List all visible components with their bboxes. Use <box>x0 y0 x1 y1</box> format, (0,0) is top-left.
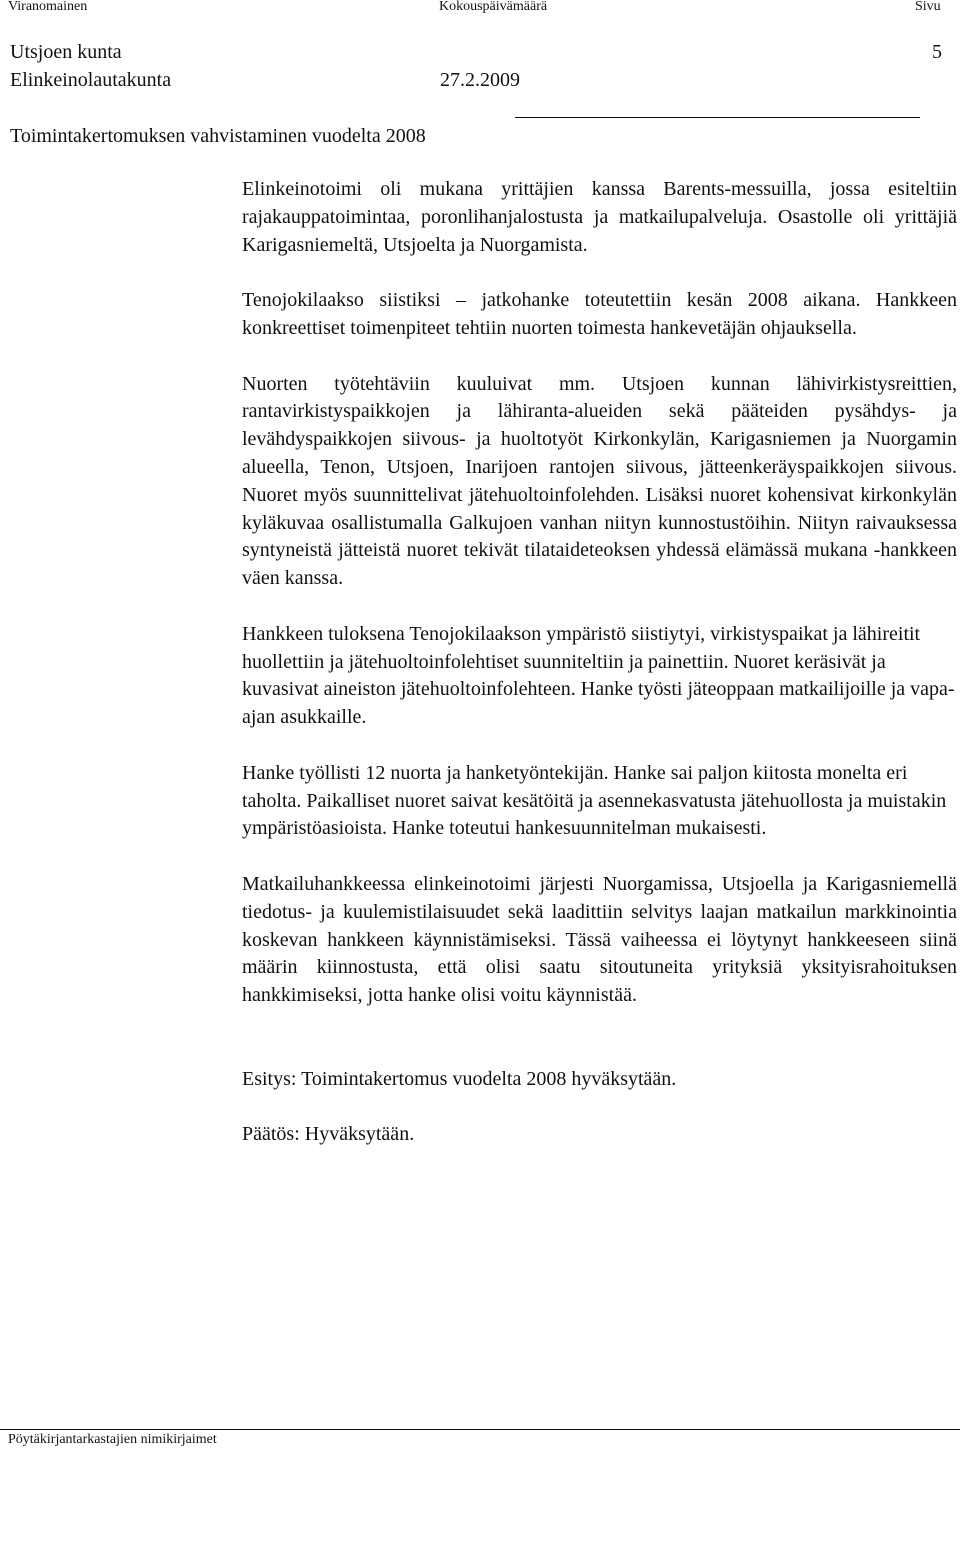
paragraph-employment: Hanke työllisti 12 nuorta ja hanketyöntekijän. Hanke sai paljon kiitosta monelta eri taholta. Paikalliset nuoret saivat kesätöitä ja asennekasvatusta jätehuollosta ja muistakin ympäristöasioista. Hanke toteutui hankesuunnitelman mukaisesti. <box>242 761 947 840</box>
paragraph-project-results: Hankkeen tuloksena Tenojokilaakson ympäristö siistiytyi, virkistyspaikat ja lähireitit huollettiin ja jätehuoltoinfolehtiset suunniteltiin ja painettiin. Nuoret keräsivät ja kuvasivat aineiston jätehuoltoinfolehteen. Hanke työsti jäteoppaan matkailijoille ja vapa-ajan asukkaille. <box>242 622 955 729</box>
organization-name: Utsjoen kunta <box>10 41 122 63</box>
paragraph-youth-tasks: Nuorten työtehtäviin kuuluivat mm. Utsjoen kunnan lähivirkistysreittien, rantavirkistyspaikkojen ja lähiranta-alueiden sekä pääteiden pysähdys- ja levähdyspaikkojen siivous- ja huoltotyöt Kirkonkylän, Karigasniemen ja Nuorgamin alueella, Tenon, Utsjoen, Inarijoen rantojen siivous, jätteenkeräyspaikkojen siivous. Nuoret myös suunnittelivat jätehuoltoinfolehden. Lisäksi nuoret kohensivat kirkonkylän kyläkuvaa osallistumalla Galkujoen vanhan niityn kunnostustöihin. Niityn raivauksessa syntyneistä jätteistä nuoret tekivät tilataideteoksen yhdessä elämässä mukana -hankkeen väen kanssa. <box>242 372 957 590</box>
footer-divider <box>0 1429 960 1430</box>
board-name: Elinkeinolautakunta <box>10 69 172 91</box>
proposal-text: Esitys: Toimintakertomus vuodelta 2008 hyväksytään. <box>242 1067 677 1090</box>
paragraph-tourism-project: Matkailuhankkeessa elinkeinotoimi järjesti Nuorgamissa, Utsjoella ja Karigasniemellä tiedotus- ja kuulemistilaisuudet sekä laadittiin selvitys laajan matkailun markkinointia koskevan hankkeen käynnistämiseksi. Tässä vaiheessa ei löytynyt hankkeeseen siinä määrin kiinnostusta, että olisi saatu sitoutuneita yrityksiä yksityisrahoituksen hankkimiseksi, jotta hanke olisi voitu käynnistää. <box>242 872 957 1007</box>
title-divider <box>515 117 920 118</box>
decision-text: Päätös: Hyväksytään. <box>242 1123 415 1146</box>
document-title: Toimintakertomuksen vahvistaminen vuodelta 2008 <box>10 125 426 147</box>
paragraph-barents-fair: Elinkeinotoimi oli mukana yrittäjien kanssa Barents-messuilla, jossa esiteltiin rajakauppatoimintaa, poronlihanjalostusta ja matkailupalveluja. Osastolle oli yrittäjiä Karigasniemeltä, Utsjoelta ja Nuorgamista. <box>242 178 957 256</box>
document-body <box>242 176 957 1177</box>
paragraph-teno-project: Tenojokilaakso siistiksi – jatkohanke toteutettiin kesän 2008 aikana. Hankkeen konkreettiset toimenpiteet tehtiin nuorten toimesta hankevetäjän ohjauksella. <box>242 289 957 339</box>
authority-label: Viranomainen <box>8 0 88 14</box>
meeting-date-label: Kokouspäivämäärä <box>439 0 548 14</box>
page-label: Sivu <box>915 0 941 14</box>
header-labels <box>0 0 960 18</box>
signature-initials-label: Pöytäkirjantarkastajien nimikirjaimet <box>8 1432 217 1447</box>
meeting-date: 27.2.2009 <box>440 69 520 91</box>
page-number: 5 <box>932 41 942 63</box>
